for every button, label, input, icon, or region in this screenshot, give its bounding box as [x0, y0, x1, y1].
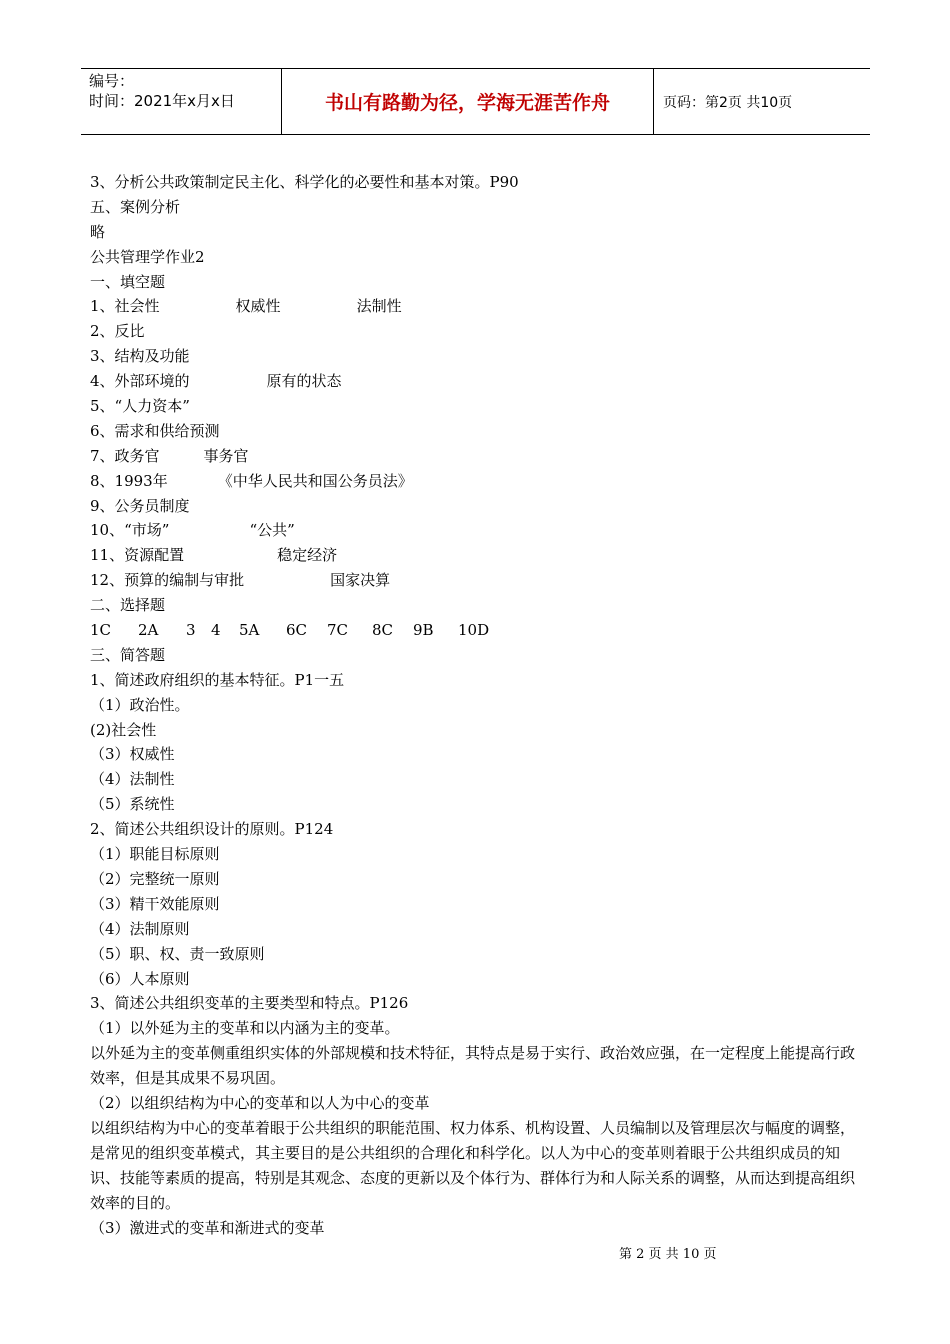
list-item: (2)社会性	[90, 720, 157, 739]
list-item: （2）以组织结构为中心的变革和以人为中心的变革	[90, 1093, 430, 1112]
assignment-title: 公共管理学作业2	[90, 247, 205, 266]
section-heading: 五、案例分析	[90, 197, 181, 216]
header-motto: 书山有路勤为径，学海无涯苦作舟	[282, 69, 654, 134]
list-item: （1）以外延为主的变革和以内涵为主的变革。	[90, 1019, 400, 1038]
fill-answer-10: 10、“市场” “公共”	[90, 521, 295, 540]
header-page-info: 页码：第2页 共10页	[663, 94, 793, 111]
list-item: （3）权威性	[90, 745, 175, 764]
fill-answer-12: 12、预算的编制与审批 国家决算	[90, 571, 391, 590]
question-3: 3、简述公共组织变革的主要类型和特点。P126	[90, 994, 409, 1013]
document-body	[90, 170, 865, 1240]
list-item: （2）完整统一原则	[90, 869, 220, 888]
list-item: （5）系统性	[90, 795, 175, 814]
list-item: （1）职能目标原则	[90, 845, 220, 864]
text-line: 略	[90, 222, 106, 241]
paragraph: 以组织结构为中心的变革着眼于公共组织的职能范围、权力体系、机构设置、人员编制以及管理层次与幅度的调整，是常见的组织变革模式，其主要目的是公共组织的合理化和科学化。以人为中心的变革则着眼于公共组织成员的知识、技能等素质的提高，特别是其观念、态度的更新以及个体行为、群体行为和人际关系的调整，从而达到提高组织效率的目的。	[90, 1118, 856, 1212]
page-footer: 第 2 页 共 10 页	[619, 1247, 717, 1262]
section-heading: 二、选择题	[90, 596, 166, 615]
fill-answer-9: 9、公务员制度	[90, 496, 190, 515]
section-heading: 三、简答题	[90, 645, 166, 664]
list-item: （4）法制性	[90, 770, 175, 789]
document-header	[81, 68, 870, 135]
fill-answer-6: 6、需求和供给预测	[90, 421, 220, 440]
policy-question: 3、分析公共政策制定民主化、科学化的必要性和基本对策。P90	[90, 173, 519, 191]
fill-answer-2: 2、反比	[90, 322, 145, 341]
document-date: 时间：2021年x月x日	[89, 92, 235, 110]
list-item: （5）职、权、责一致原则	[90, 944, 265, 963]
fill-answer-7: 7、政务官 事务官	[90, 446, 249, 465]
list-item: （3）精干效能原则	[90, 894, 220, 913]
paragraph: 以外延为主的变革侧重组织实体的外部规模和技术特征，其特点是易于实行、政治效应强，在一定程度上能提高行政效率，但是其成果不易巩固。	[90, 1044, 856, 1088]
fill-answer-8: 8、1993年 《中华人民共和国公务员法》	[90, 471, 413, 490]
document-number-label: 编号：	[89, 72, 135, 90]
choice-answers: 1C 2A 3 4 5A 6C 7C 8C 9B 10D	[90, 621, 490, 640]
question-2: 2、简述公共组织设计的原则。P124	[90, 820, 334, 839]
fill-answer-3: 3、结构及功能	[90, 347, 190, 366]
fill-answer-1: 1、社会性 权威性 法制性	[90, 297, 402, 316]
section-heading: 一、填空题	[90, 272, 166, 291]
list-item: （3）激进式的变革和渐进式的变革	[90, 1218, 325, 1237]
fill-answer-11: 11、资源配置 稳定经济	[90, 546, 338, 565]
fill-answer-5: 5、“人力资本”	[90, 397, 190, 416]
list-item: （4）法制原则	[90, 919, 190, 938]
list-item: （6）人本原则	[90, 969, 190, 988]
question-1: 1、简述政府组织的基本特征。P1一五	[90, 670, 345, 689]
list-item: （1）政治性。	[90, 695, 190, 714]
fill-answer-4: 4、外部环境的 原有的状态	[90, 372, 342, 391]
header-meta	[81, 69, 282, 134]
